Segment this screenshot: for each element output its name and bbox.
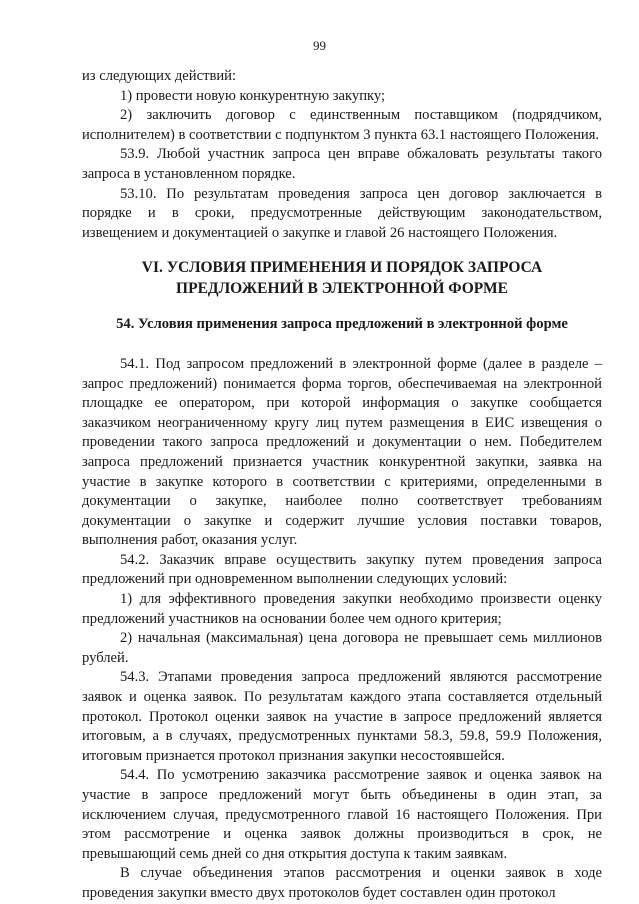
section-title-line-2: ПРЕДЛОЖЕНИЙ В ЭЛЕКТРОННОЙ ФОРМЕ <box>176 280 508 298</box>
paragraph-54-2: 54.2. Заказчик вправе осуществить закупку путем проведения запроса предложений при одновременном выполнении следующих условий: <box>82 551 602 588</box>
paragraph-final: В случае объединения этапов рассмотрения и оценки заявок в ходе проведения закупки вместо двух протоколов будет составлен один протокол <box>82 865 602 901</box>
page-number: 99 <box>313 38 326 53</box>
section-title <box>82 257 602 299</box>
paragraph-53-9: 53.9. Любой участник запроса цен вправе обжаловать результаты такого запроса в установленном порядке. <box>82 146 602 182</box>
paragraph-54-1: 54.1. Под запросом предложений в электронной форме (далее в разделе – запрос предложений) понимается форма торгов, обеспечиваемая на электронной площадке ее оператором, при которой информация о закупке сообщается заказчиком неограниченному кругу лиц путем размещения в ЕИС извещения о проведении такого запроса предложений и документации о нем. Победителем запроса предложений признается участник конкурентной закупки, заявка на участие в закупке которого в соответствии с критериями, определенными в документации о закупке, наиболее полно соответствует требованиям документации о закупке и содержит лучшие условия поставки товаров, выполнения работ, оказания услуг. <box>82 355 602 549</box>
list-item: 2) заключить договор с единственным поставщиком (подрядчиком, исполнителем) в соответствии с подпунктом 3 пункта 63.1 настоящего Положения. <box>82 107 602 143</box>
paragraph-53-10: 53.10. По результатам проведения запроса цен договор заключается в порядке и в сроки, предусмотренные действующим законодательством, извещением и документацией о закупке и главой 26 настоящего Положения. <box>82 185 602 241</box>
intro-line: из следующих действий: <box>82 68 237 84</box>
list-item: 1) для эффективного проведения закупки необходимо произвести оценку предложений участников на основании более чем одного критерия; <box>82 591 602 627</box>
paragraph-54-4: 54.4. По усмотрению заказчика рассмотрение заявок и оценка заявок на участие в запросе предложений могут быть объединены в один этап, за исключением случая, предусмотренного главой 16 настоящего Положения. При этом рассмотрение и оценка заявок должны производиться в срок, не превышающий семь дней со дня открытия доступа к таким заявкам. <box>82 767 602 862</box>
document-body <box>82 67 602 904</box>
list-item: 2) начальная (максимальная) цена договора не превышает семь миллионов рублей. <box>82 630 602 666</box>
subsection-title: 54. Условия применения запроса предложений в электронной форме <box>116 316 568 333</box>
paragraph-54-3: 54.3. Этапами проведения запроса предложений являются рассмотрение заявок и оценка заявок. По результатам каждого этапа составляется отдельный протокол. Протокол оценки заявок на участие в запросе предложений является итоговым, а в случаях, предусмотренных пунктами 58.3, 59.8, 59.9 Положения, итоговым признается протокол признания закупки несостоявшейся. <box>82 669 602 764</box>
section-title-line-1: VI. УСЛОВИЯ ПРИМЕНЕНИЯ И ПОРЯДОК ЗАПРОСА <box>141 259 543 277</box>
list-item: 1) провести новую конкурентную закупку; <box>120 87 386 104</box>
